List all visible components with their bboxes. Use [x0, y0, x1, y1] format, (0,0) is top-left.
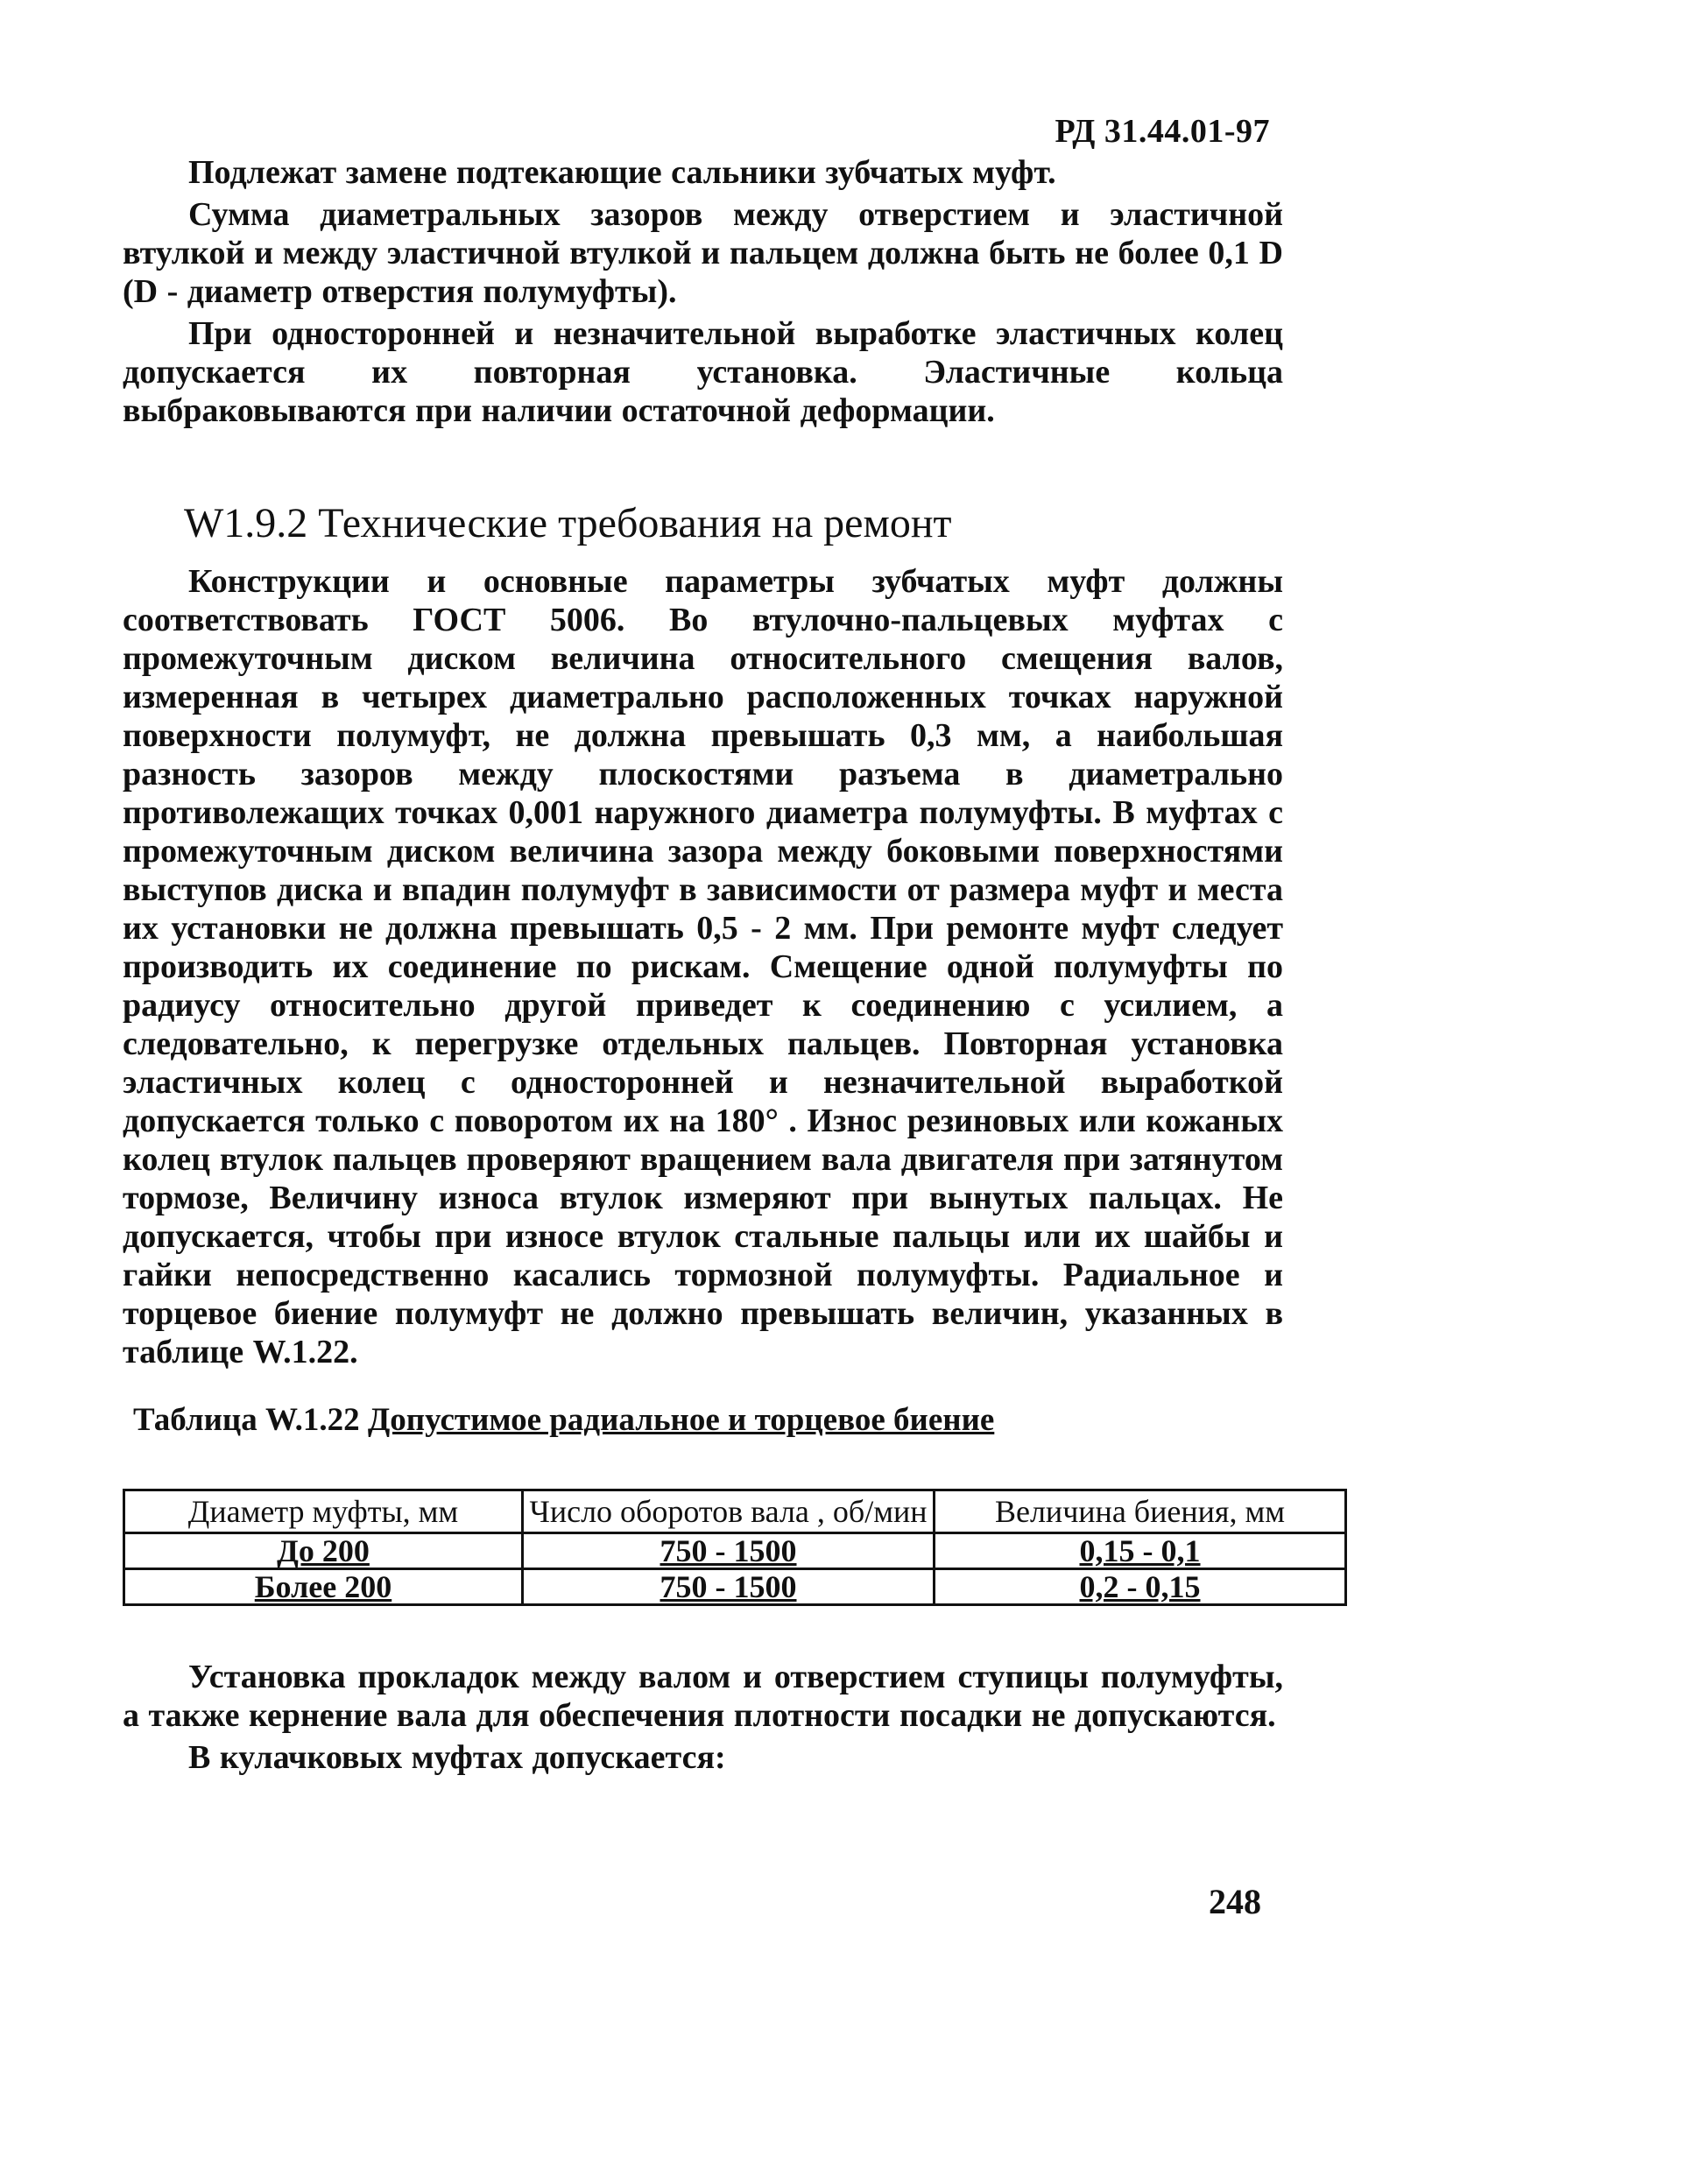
table-caption-label: Таблица W.1.22 — [133, 1402, 360, 1438]
table-cell: 750 - 1500 — [523, 1533, 935, 1569]
table-cell: Более 200 — [124, 1569, 523, 1605]
intro-paragraph: При односторонней и незначительной выработке эластичных колец допускается их повторная установка. Эластичные кольца выбраковываются при наличии остаточной деформации. — [123, 315, 1283, 429]
intro-text — [123, 153, 1283, 430]
column-header-runout: Величина биения, мм — [935, 1490, 1346, 1533]
section-paragraph: Конструкции и основные параметры зубчатых муфт должны соответствовать ГОСТ 5006. Во втулочно-пальцевых муфтах с промежуточным диском величина относительного смещения валов, измеренная в четырех диаметрально расположенных точках наружной поверхности полумуфт, не должна превышать 0,3 мм, а наибольшая разность зазоров между плоскостями разъема в диаметрально противолежащих точках 0,001 наружного диаметра полумуфты. В муфтах с промежуточным диском величина зазора между боковыми поверхностями выступов диска и впадин полумуфт в зависимости от размера муфт и места их установки не должна превышать 0,5 - 2 мм. При ремонте муфт следует производить их соединение по рискам. Смещение одной полумуфты по радиусу относительно другой приведет к соединению с усилием, а следовательно, к перегрузке отдельных пальцев. Повторная установка эластичных колец с односторонней и незначительной выработкой допускается только с поворотом их на 180° . Износ резиновых или кожаных колец втулок пальцев проверяют вращением вала двигателя при затянутом тормозе, Величину износа втулок измеряют при вынутых пальцах. Не допускается, чтобы при износе втулок стальные пальцы или их шайбы и гайки непосредственно касались тормозной полумуфты. Радиальное и торцевое биение полумуфт не должно превышать величин, указанных в таблице W.1.22. — [123, 563, 1283, 1370]
table-cell: 750 - 1500 — [523, 1569, 935, 1605]
table-cell: 0,15 - 0,1 — [935, 1533, 1346, 1569]
table-row — [124, 1569, 1346, 1605]
after-table-paragraph: В кулачковых муфтах допускается: — [188, 1739, 726, 1776]
document-code: РД 31.44.01-97 — [1055, 113, 1270, 150]
table-caption-title: Допустимое радиальное и торцевое биение — [367, 1402, 995, 1438]
column-header-diameter: Диаметр муфты, мм — [124, 1490, 523, 1533]
after-table-paragraph: Установка прокладок между валом и отверстием ступицы полумуфты, а также кернение вала для обеспечения плотности посадки не допускаются. — [123, 1659, 1283, 1734]
section-heading: W1.9.2 Технические требования на ремонт — [184, 500, 952, 546]
runout-table — [123, 1489, 1347, 1606]
section-body — [123, 562, 1283, 1371]
intro-paragraph: Сумма диаметральных зазоров между отверстием и эластичной втулкой и между эластичной втулкой и пальцем должна быть не более 0,1 D (D - диаметр отверстия полумуфты). — [123, 196, 1283, 310]
table-caption — [133, 1401, 994, 1439]
intro-paragraph: Подлежат замене подтекающие сальники зубчатых муфт. — [188, 154, 1056, 191]
column-header-rpm: Число оборотов вала , об/мин — [523, 1490, 935, 1533]
table-row — [124, 1533, 1346, 1569]
table-header-row — [124, 1490, 1346, 1533]
after-table-text — [123, 1658, 1283, 1777]
table-cell: До 200 — [124, 1533, 523, 1569]
page-number: 248 — [1209, 1882, 1261, 1921]
table-cell: 0,2 - 0,15 — [935, 1569, 1346, 1605]
